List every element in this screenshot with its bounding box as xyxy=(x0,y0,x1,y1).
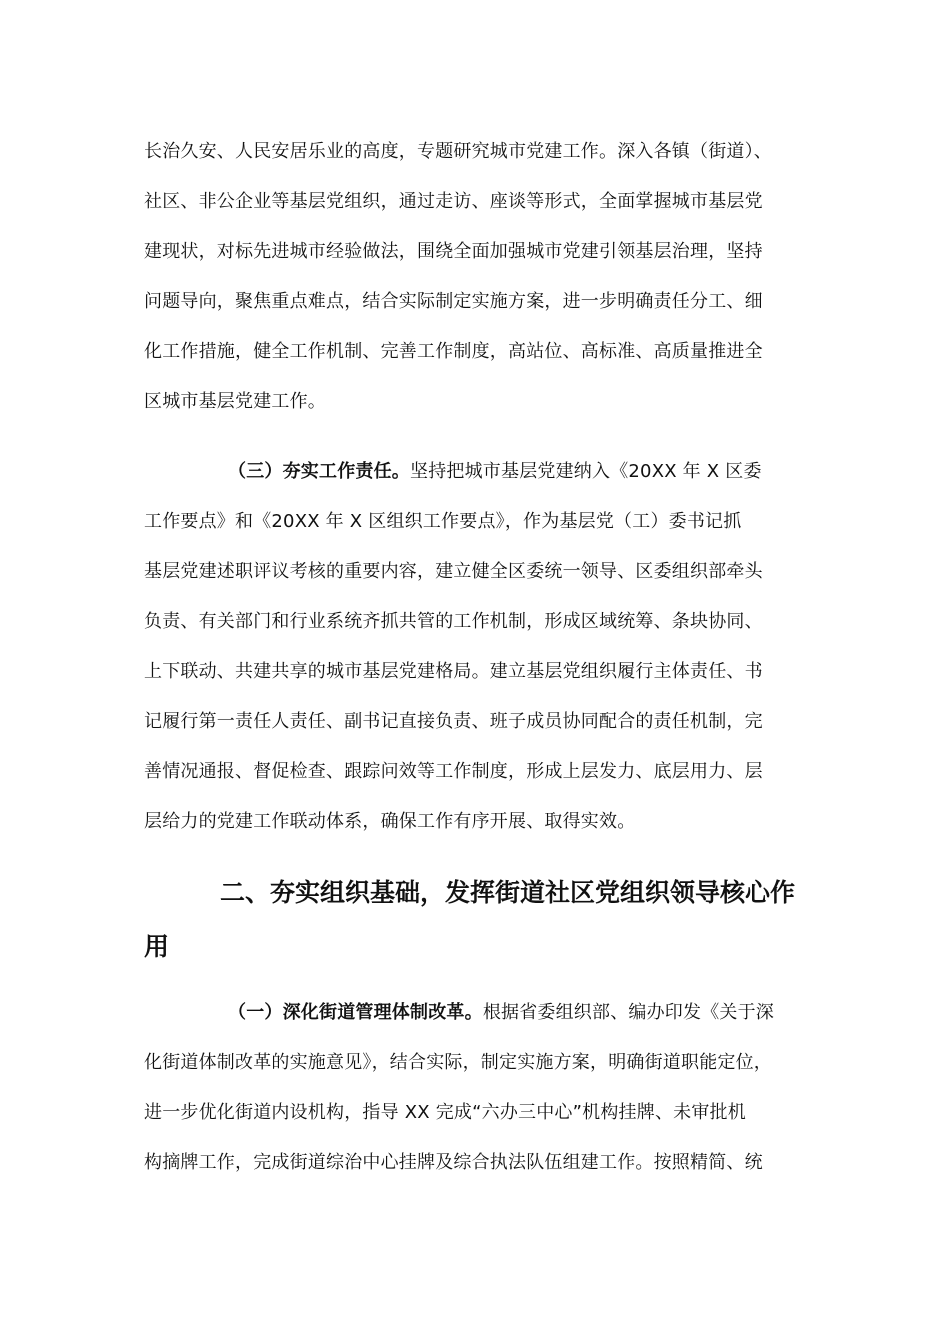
text-line: 负责、有关部门和行业系统齐抓共管的工作机制，形成区域统筹、条块协同、 xyxy=(144,611,763,632)
paragraph-lead: （三）夯实工作责任。 xyxy=(228,461,410,482)
paragraph-first-line-rest: 根据省委组织部、编办印发《关于深 xyxy=(482,1002,775,1023)
section-heading-line: 二、夯实组织基础，发挥街道社区党组织领导核心作 xyxy=(220,878,796,907)
paragraph-3 xyxy=(144,988,820,1188)
text-line: 化工作措施，健全工作机制、完善工作制度，高站位、高标准、高质量推进全 xyxy=(144,341,763,362)
text-line-first xyxy=(144,447,820,497)
text-line: 社区、非公企业等基层党组织，通过走访、座谈等形式，全面掌握城市基层党 xyxy=(144,191,763,212)
paragraph-2 xyxy=(144,447,820,847)
text-line: 善情况通报、督促检查、跟踪问效等工作制度，形成上层发力、底层用力、层 xyxy=(144,761,763,782)
paragraph-1 xyxy=(144,127,820,427)
paragraph-lead: （一）深化街道管理体制改革。 xyxy=(228,1002,483,1023)
text-line: 进一步优化街道内设机构，指导 XX 完成“六办三中心”机构挂牌、未审批机 xyxy=(144,1102,746,1123)
text-line: 层给力的党建工作联动体系，确保工作有序开展、取得实效。 xyxy=(144,811,636,832)
text-line: 问题导向，聚焦重点难点，结合实际制定实施方案，进一步明确责任分工、细 xyxy=(144,291,763,312)
text-line: 化街道体制改革的实施意见》，结合实际，制定实施方案，明确街道职能定位， xyxy=(144,1052,772,1073)
text-line: 工作要点》和《20XX 年 X 区组织工作要点》，作为基层党（工）委书记抓 xyxy=(144,511,742,532)
text-line: 记履行第一责任人责任、副书记直接负责、班子成员协同配合的责任机制，完 xyxy=(144,711,763,732)
text-line: 建现状，对标先进城市经验做法，围绕全面加强城市党建引领基层治理，坚持 xyxy=(144,241,763,262)
paragraph-first-line-rest: 坚持把城市基层党建纳入《20XX 年 X 区委 xyxy=(410,461,762,482)
text-line: 基层党建述职评议考核的重要内容，建立健全区委统一领导、区委组织部牵头 xyxy=(144,561,763,582)
text-line: 构摘牌工作，完成街道综治中心挂牌及综合执法队伍组建工作。按照精简、统 xyxy=(144,1152,763,1173)
text-line: 上下联动、共建共享的城市基层党建格局。建立基层党组织履行主体责任、书 xyxy=(144,661,763,682)
text-line: 区城市基层党建工作。 xyxy=(144,391,326,412)
section-heading-line: 用 xyxy=(144,932,170,961)
text-line-first xyxy=(144,988,820,1038)
section-heading xyxy=(144,866,820,974)
text-line: 长治久安、人民安居乐业的高度，专题研究城市党建工作。深入各镇（街道）、 xyxy=(144,141,772,162)
